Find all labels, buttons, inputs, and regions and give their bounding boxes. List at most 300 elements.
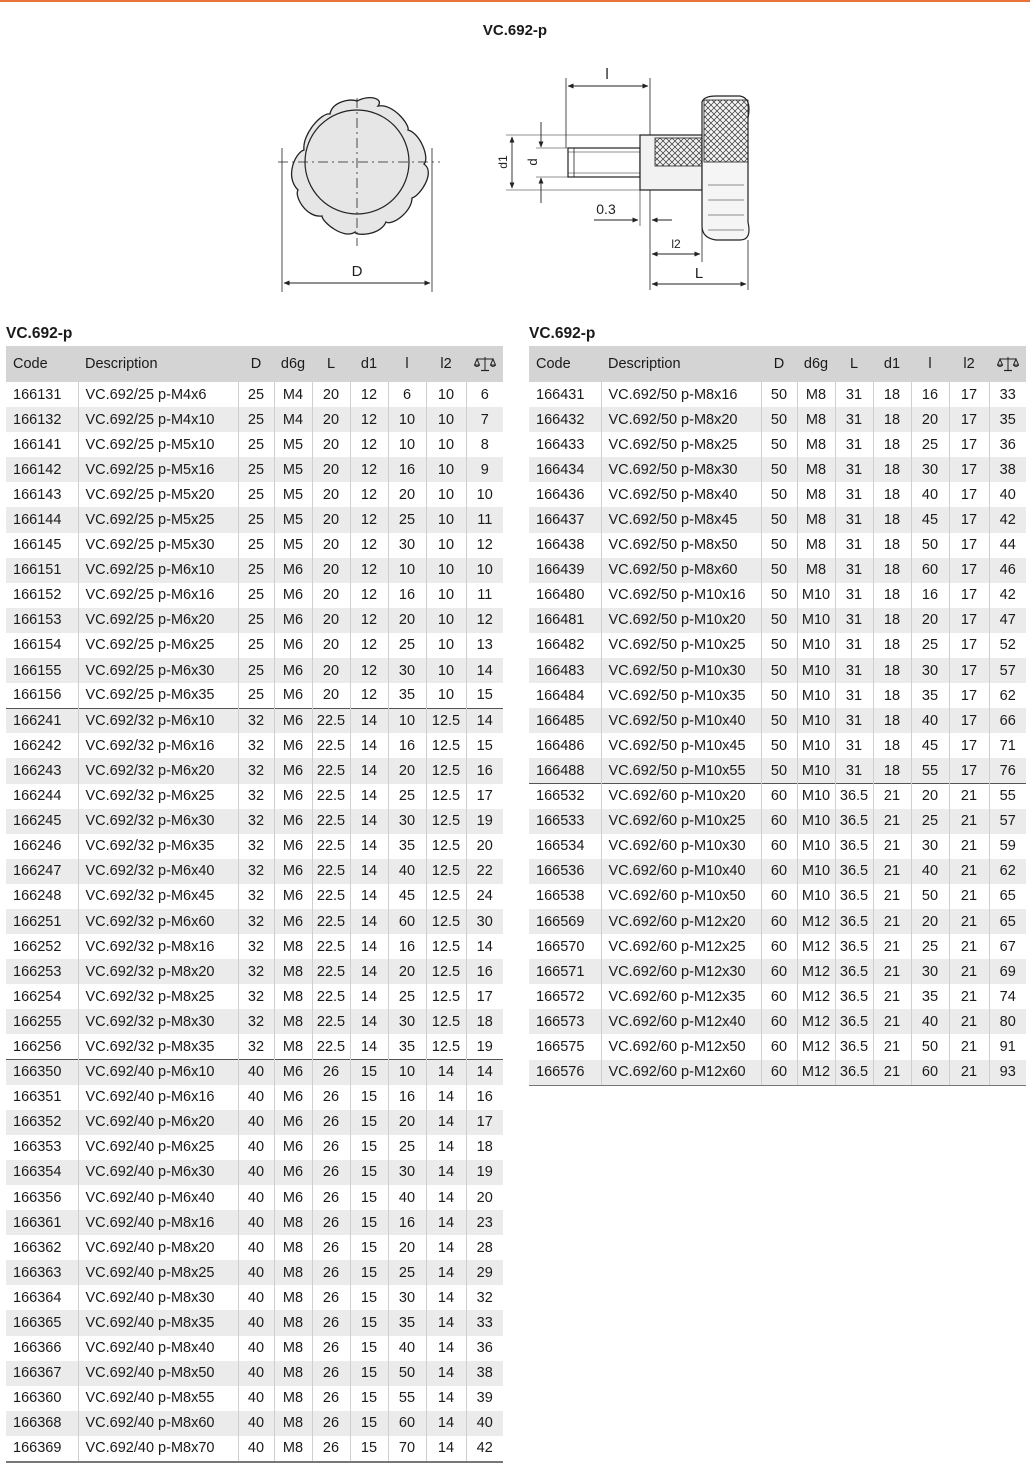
- cell-description: VC.692/50 p-M10x30: [601, 658, 761, 683]
- cell-d6g: M6: [274, 1135, 312, 1160]
- cell-d1: 14: [350, 984, 388, 1009]
- cell-weight: 44: [999, 537, 1016, 554]
- cell-l: 10: [388, 1060, 426, 1085]
- cell-D: 50: [761, 457, 797, 482]
- cell-d1: 15: [350, 1110, 388, 1135]
- cell-L: 31: [835, 683, 873, 708]
- cell-weight: 62: [999, 687, 1016, 704]
- cell-l: 50: [911, 884, 949, 909]
- cell-code: 166245: [6, 809, 78, 834]
- cell-d6g: M10: [797, 733, 835, 758]
- cell-d1: 18: [873, 583, 911, 608]
- cell-d6g: M5: [274, 432, 312, 457]
- cell-description: VC.692/40 p-M6x10: [78, 1060, 238, 1085]
- cell-D: 32: [238, 884, 274, 909]
- cell-d6g: M8: [274, 984, 312, 1009]
- cell-code: 166486: [529, 733, 601, 758]
- cell-d6g: M8: [797, 382, 835, 407]
- cell-code: 166350: [6, 1060, 78, 1085]
- table-row: [6, 1260, 503, 1285]
- table-row: [529, 1034, 1026, 1059]
- cell-D: 60: [761, 959, 797, 984]
- cell-description: VC.692/25 p-M5x16: [78, 457, 238, 482]
- weight-scale-icon: [474, 356, 496, 372]
- cell-l: 45: [911, 507, 949, 532]
- col-header-weight: [466, 346, 503, 382]
- cell-weight: 8: [480, 436, 489, 453]
- cell-d1: 21: [873, 1060, 911, 1085]
- technical-drawing: [0, 40, 1030, 300]
- cell-d1: 15: [350, 1260, 388, 1285]
- cell-weight: 10: [476, 562, 493, 579]
- cell-L: 26: [312, 1210, 350, 1235]
- cell-weight: 71: [999, 737, 1016, 754]
- cell-l: 35: [388, 1034, 426, 1059]
- cell-L: 36.5: [835, 834, 873, 859]
- cell-code: 166482: [529, 633, 601, 658]
- cell-description: VC.692/25 p-M6x20: [78, 608, 238, 633]
- cell-L: 22.5: [312, 784, 350, 809]
- cell-weight: 20: [476, 838, 493, 855]
- table-row: [6, 407, 503, 432]
- cell-D: 40: [238, 1160, 274, 1185]
- cell-code: 166569: [529, 909, 601, 934]
- cell-description: VC.692/60 p-M12x20: [601, 909, 761, 934]
- table-row: [6, 1135, 503, 1160]
- cell-code: 166483: [529, 658, 601, 683]
- cell-weight: 65: [999, 913, 1016, 930]
- cell-d6g: M6: [274, 658, 312, 683]
- cell-L: 36.5: [835, 1009, 873, 1034]
- page-title: VC.692-p: [482, 22, 548, 39]
- cell-L: 31: [835, 457, 873, 482]
- cell-L: 22.5: [312, 733, 350, 758]
- cell-d1: 15: [350, 1336, 388, 1361]
- cell-weight: 11: [477, 512, 493, 529]
- cell-d1: 12: [350, 683, 388, 708]
- cell-code: 166575: [529, 1034, 601, 1059]
- cell-d1: 12: [350, 407, 388, 432]
- cell-description: VC.692/40 p-M6x30: [78, 1160, 238, 1185]
- table-row: [6, 884, 503, 909]
- cell-weight: 17: [476, 988, 493, 1005]
- table-row: [529, 784, 1026, 809]
- cell-weight: 57: [999, 813, 1016, 830]
- cell-d6g: M6: [274, 633, 312, 658]
- cell-d1: 15: [350, 1310, 388, 1335]
- cell-code: 166255: [6, 1009, 78, 1034]
- cell-l: 16: [388, 583, 426, 608]
- col-header-D: D: [250, 356, 262, 372]
- cell-weight: 18: [476, 1139, 493, 1156]
- cell-code: 166351: [6, 1085, 78, 1110]
- cell-L: 36.5: [835, 859, 873, 884]
- cell-code: 166141: [6, 432, 78, 457]
- cell-l: 30: [388, 658, 426, 683]
- cell-description: VC.692/32 p-M6x60: [78, 909, 238, 934]
- cell-d6g: M8: [797, 432, 835, 457]
- cell-code: 166132: [6, 407, 78, 432]
- table-row: [6, 733, 503, 758]
- cell-l2: 17: [949, 733, 989, 758]
- cell-description: VC.692/50 p-M8x45: [601, 507, 761, 532]
- cell-l2: 10: [426, 533, 466, 558]
- cell-l: 30: [911, 959, 949, 984]
- cell-d1: 21: [873, 834, 911, 859]
- cell-weight: 36: [476, 1340, 493, 1357]
- table-row: [529, 432, 1026, 457]
- cell-L: 22.5: [312, 984, 350, 1009]
- cell-l: 20: [388, 1110, 426, 1135]
- cell-weight: 22: [476, 863, 493, 880]
- col-header-description: Description: [85, 356, 158, 372]
- table-row: [6, 1411, 503, 1436]
- cell-d1: 14: [350, 758, 388, 783]
- cell-L: 31: [835, 658, 873, 683]
- cell-l: 25: [388, 507, 426, 532]
- cell-L: 26: [312, 1436, 350, 1461]
- cell-weight: 12: [476, 612, 493, 629]
- cell-l2: 21: [949, 884, 989, 909]
- cell-d6g: M10: [797, 708, 835, 733]
- cell-d1: 18: [873, 758, 911, 783]
- cell-d1: 12: [350, 382, 388, 407]
- cell-description: VC.692/60 p-M10x30: [601, 834, 761, 859]
- dim-l2-label: l2: [671, 237, 681, 251]
- cell-d1: 21: [873, 984, 911, 1009]
- cell-code: 166352: [6, 1110, 78, 1135]
- cell-L: 36.5: [835, 909, 873, 934]
- cell-code: 166144: [6, 507, 78, 532]
- cell-d1: 21: [873, 1034, 911, 1059]
- cell-l2: 12.5: [426, 733, 466, 758]
- cell-d6g: M6: [274, 708, 312, 733]
- col-header-description: Description: [608, 356, 681, 372]
- cell-l: 35: [388, 834, 426, 859]
- cell-code: 166367: [6, 1361, 78, 1386]
- cell-code: 166151: [6, 558, 78, 583]
- cell-D: 60: [761, 859, 797, 884]
- cell-weight: 65: [999, 888, 1016, 905]
- cell-d6g: M8: [274, 1310, 312, 1335]
- cell-d1: 15: [350, 1361, 388, 1386]
- cell-D: 50: [761, 432, 797, 457]
- cell-d6g: M12: [797, 1034, 835, 1059]
- cell-l: 10: [388, 708, 426, 733]
- cell-description: VC.692/32 p-M6x25: [78, 784, 238, 809]
- cell-D: 32: [238, 1034, 274, 1059]
- cell-L: 20: [312, 658, 350, 683]
- cell-d6g: M8: [274, 959, 312, 984]
- cell-description: VC.692/40 p-M8x40: [78, 1336, 238, 1361]
- cell-D: 50: [761, 382, 797, 407]
- cell-l: 16: [388, 1085, 426, 1110]
- cell-weight: 42: [476, 1440, 493, 1457]
- cell-l2: 12.5: [426, 834, 466, 859]
- dim-d1-label: d1: [496, 155, 510, 169]
- cell-description: VC.692/32 p-M8x30: [78, 1009, 238, 1034]
- cell-description: VC.692/40 p-M6x40: [78, 1185, 238, 1210]
- cell-l2: 21: [949, 959, 989, 984]
- cell-D: 50: [761, 758, 797, 783]
- cell-l2: 17: [949, 432, 989, 457]
- cell-l: 25: [388, 633, 426, 658]
- cell-d1: 14: [350, 1034, 388, 1059]
- cell-d6g: M8: [274, 1009, 312, 1034]
- cell-description: VC.692/60 p-M12x40: [601, 1009, 761, 1034]
- cell-d6g: M10: [797, 633, 835, 658]
- cell-l2: 14: [426, 1386, 466, 1411]
- cell-d6g: M12: [797, 984, 835, 1009]
- cell-weight: 30: [476, 913, 493, 930]
- cell-d6g: M10: [797, 859, 835, 884]
- cell-l2: 12.5: [426, 859, 466, 884]
- cell-l: 40: [388, 1336, 426, 1361]
- cell-l: 55: [388, 1386, 426, 1411]
- cell-code: 166360: [6, 1386, 78, 1411]
- cell-D: 32: [238, 834, 274, 859]
- cell-weight: 17: [476, 1114, 493, 1131]
- dim-L-label: L: [694, 265, 704, 282]
- col-header-L: L: [849, 356, 859, 372]
- table-row: [6, 1310, 503, 1335]
- cell-l: 45: [911, 733, 949, 758]
- cell-l2: 17: [949, 633, 989, 658]
- cell-l2: 12.5: [426, 959, 466, 984]
- cell-description: VC.692/32 p-M6x40: [78, 859, 238, 884]
- table-row: [6, 909, 503, 934]
- table-row: [6, 758, 503, 783]
- cell-description: VC.692/40 p-M8x50: [78, 1361, 238, 1386]
- cell-L: 20: [312, 482, 350, 507]
- cell-l2: 10: [426, 583, 466, 608]
- cell-l2: 12.5: [426, 934, 466, 959]
- cell-L: 31: [835, 608, 873, 633]
- cell-l: 25: [388, 984, 426, 1009]
- table-row: [6, 533, 503, 558]
- cell-L: 20: [312, 457, 350, 482]
- cell-weight: 52: [999, 637, 1016, 654]
- col-header-l: l: [928, 356, 932, 372]
- cell-weight: 12: [476, 537, 493, 554]
- cell-d1: 12: [350, 533, 388, 558]
- cell-weight: 33: [476, 1315, 493, 1332]
- cell-l: 55: [911, 758, 949, 783]
- cell-l2: 14: [426, 1085, 466, 1110]
- cell-l2: 14: [426, 1110, 466, 1135]
- cell-l: 40: [388, 859, 426, 884]
- table-row: [529, 558, 1026, 583]
- cell-l: 45: [388, 884, 426, 909]
- cell-L: 20: [312, 583, 350, 608]
- cell-l2: 10: [426, 558, 466, 583]
- cell-l2: 21: [949, 834, 989, 859]
- cell-code: 166369: [6, 1436, 78, 1461]
- cell-l: 20: [911, 608, 949, 633]
- cell-description: VC.692/25 p-M5x25: [78, 507, 238, 532]
- cell-d1: 15: [350, 1411, 388, 1436]
- cell-code: 166437: [529, 507, 601, 532]
- cell-d6g: M6: [274, 583, 312, 608]
- cell-weight: 24: [476, 888, 493, 905]
- table-header-row: [529, 346, 1026, 382]
- cell-l: 30: [388, 1160, 426, 1185]
- cell-d1: 15: [350, 1060, 388, 1085]
- cell-l: 16: [388, 457, 426, 482]
- table-row: [529, 482, 1026, 507]
- table-row: [529, 708, 1026, 733]
- cell-D: 40: [238, 1436, 274, 1461]
- table-row: [529, 834, 1026, 859]
- table-row: [529, 457, 1026, 482]
- cell-weight: 7: [480, 411, 489, 428]
- cell-d1: 12: [350, 507, 388, 532]
- cell-weight: 14: [466, 708, 503, 733]
- cell-description: VC.692/60 p-M12x30: [601, 959, 761, 984]
- cell-d1: 15: [350, 1085, 388, 1110]
- cell-d1: 21: [873, 784, 911, 809]
- cell-L: 26: [312, 1235, 350, 1260]
- cell-D: 40: [238, 1210, 274, 1235]
- cell-L: 36.5: [835, 959, 873, 984]
- cell-description: VC.692/60 p-M10x20: [601, 784, 761, 809]
- cell-D: 40: [238, 1361, 274, 1386]
- cell-D: 25: [238, 533, 274, 558]
- table-row: [529, 583, 1026, 608]
- cell-code: 166438: [529, 533, 601, 558]
- table-row: [6, 1034, 503, 1059]
- cell-D: 40: [238, 1185, 274, 1210]
- table-row: [529, 733, 1026, 758]
- cell-l2: 17: [949, 608, 989, 633]
- cell-l: 35: [388, 683, 426, 708]
- cell-D: 40: [238, 1285, 274, 1310]
- cell-d1: 21: [873, 909, 911, 934]
- cell-D: 25: [238, 683, 274, 708]
- cell-weight: 32: [476, 1289, 493, 1306]
- cell-l2: 10: [426, 407, 466, 432]
- cell-d1: 14: [350, 809, 388, 834]
- table-row: [6, 1361, 503, 1386]
- cell-D: 32: [238, 909, 274, 934]
- grip-knurl: [704, 100, 748, 162]
- cell-d1: 18: [873, 608, 911, 633]
- cell-d6g: M12: [797, 909, 835, 934]
- cell-code: 166573: [529, 1009, 601, 1034]
- table-row: [6, 658, 503, 683]
- table-row: [6, 784, 503, 809]
- table-row: [6, 859, 503, 884]
- cell-l: 10: [388, 558, 426, 583]
- top-accent-rule: [0, 0, 1030, 2]
- cell-weight: 76: [999, 762, 1016, 779]
- cell-l: 25: [388, 1135, 426, 1160]
- cell-L: 26: [312, 1160, 350, 1185]
- cell-description: VC.692/32 p-M8x16: [78, 934, 238, 959]
- cell-weight: 16: [476, 963, 493, 980]
- cell-description: VC.692/50 p-M8x60: [601, 558, 761, 583]
- cell-l: 35: [911, 683, 949, 708]
- cell-d6g: M8: [274, 1336, 312, 1361]
- cell-d1: 18: [873, 733, 911, 758]
- cell-l: 50: [911, 1034, 949, 1059]
- cell-weight: 11: [477, 587, 493, 604]
- cell-code: 166156: [6, 683, 78, 708]
- cell-d6g: M5: [274, 533, 312, 558]
- cell-d6g: M6: [274, 1110, 312, 1135]
- cell-description: VC.692/40 p-M8x70: [78, 1436, 238, 1461]
- cell-weight: 29: [476, 1264, 493, 1281]
- cell-D: 40: [238, 1135, 274, 1160]
- table-row: [529, 959, 1026, 984]
- cell-d1: 15: [350, 1210, 388, 1235]
- cell-D: 32: [238, 959, 274, 984]
- cell-weight: 47: [999, 612, 1016, 629]
- cell-l2: 17: [949, 558, 989, 583]
- table-row: [529, 382, 1026, 407]
- cell-description: VC.692/50 p-M10x55: [601, 758, 761, 783]
- cell-description: VC.692/50 p-M8x40: [601, 482, 761, 507]
- cell-l: 20: [388, 482, 426, 507]
- cell-l: 30: [911, 457, 949, 482]
- cell-L: 26: [312, 1310, 350, 1335]
- cell-D: 32: [238, 784, 274, 809]
- cell-d6g: M12: [797, 959, 835, 984]
- cell-l: 20: [911, 909, 949, 934]
- table-row: [529, 533, 1026, 558]
- cell-d1: 18: [873, 633, 911, 658]
- cell-weight: 66: [999, 712, 1016, 729]
- cell-d6g: M6: [274, 1060, 312, 1085]
- table-heading: VC.692-p: [529, 325, 596, 342]
- cell-L: 22.5: [312, 959, 350, 984]
- cell-weight: 14: [476, 662, 493, 679]
- cell-d6g: M8: [797, 482, 835, 507]
- cell-code: 166576: [529, 1060, 601, 1085]
- cell-L: 26: [312, 1260, 350, 1285]
- cell-L: 20: [312, 683, 350, 708]
- cell-L: 36.5: [835, 984, 873, 1009]
- cell-weight: 14: [466, 1060, 503, 1085]
- table-row: [529, 934, 1026, 959]
- cell-L: 31: [835, 633, 873, 658]
- table-bottom-rule: [529, 1085, 1026, 1087]
- cell-D: 40: [238, 1110, 274, 1135]
- table-row: [6, 1110, 503, 1135]
- cell-description: VC.692/50 p-M8x30: [601, 457, 761, 482]
- cell-d1: 14: [350, 884, 388, 909]
- cell-D: 40: [238, 1386, 274, 1411]
- col-header-l2: l2: [440, 356, 452, 372]
- cell-l2: 21: [949, 809, 989, 834]
- cell-weight: 35: [999, 411, 1016, 428]
- table-row: [6, 482, 503, 507]
- cell-l2: 14: [426, 1310, 466, 1335]
- dim-D-label: D: [351, 263, 363, 280]
- col-header-d6g: d6g: [803, 356, 829, 372]
- table-row: [6, 708, 503, 733]
- cell-d1: 14: [350, 959, 388, 984]
- col-header-code: Code: [13, 356, 48, 372]
- table-row: [529, 683, 1026, 708]
- cell-l2: 14: [426, 1135, 466, 1160]
- cell-l: 25: [911, 432, 949, 457]
- col-header-weight: [989, 346, 1026, 382]
- cell-l: 25: [911, 934, 949, 959]
- cell-weight: 6: [480, 386, 489, 403]
- col-header-L: L: [326, 356, 336, 372]
- cell-L: 31: [835, 583, 873, 608]
